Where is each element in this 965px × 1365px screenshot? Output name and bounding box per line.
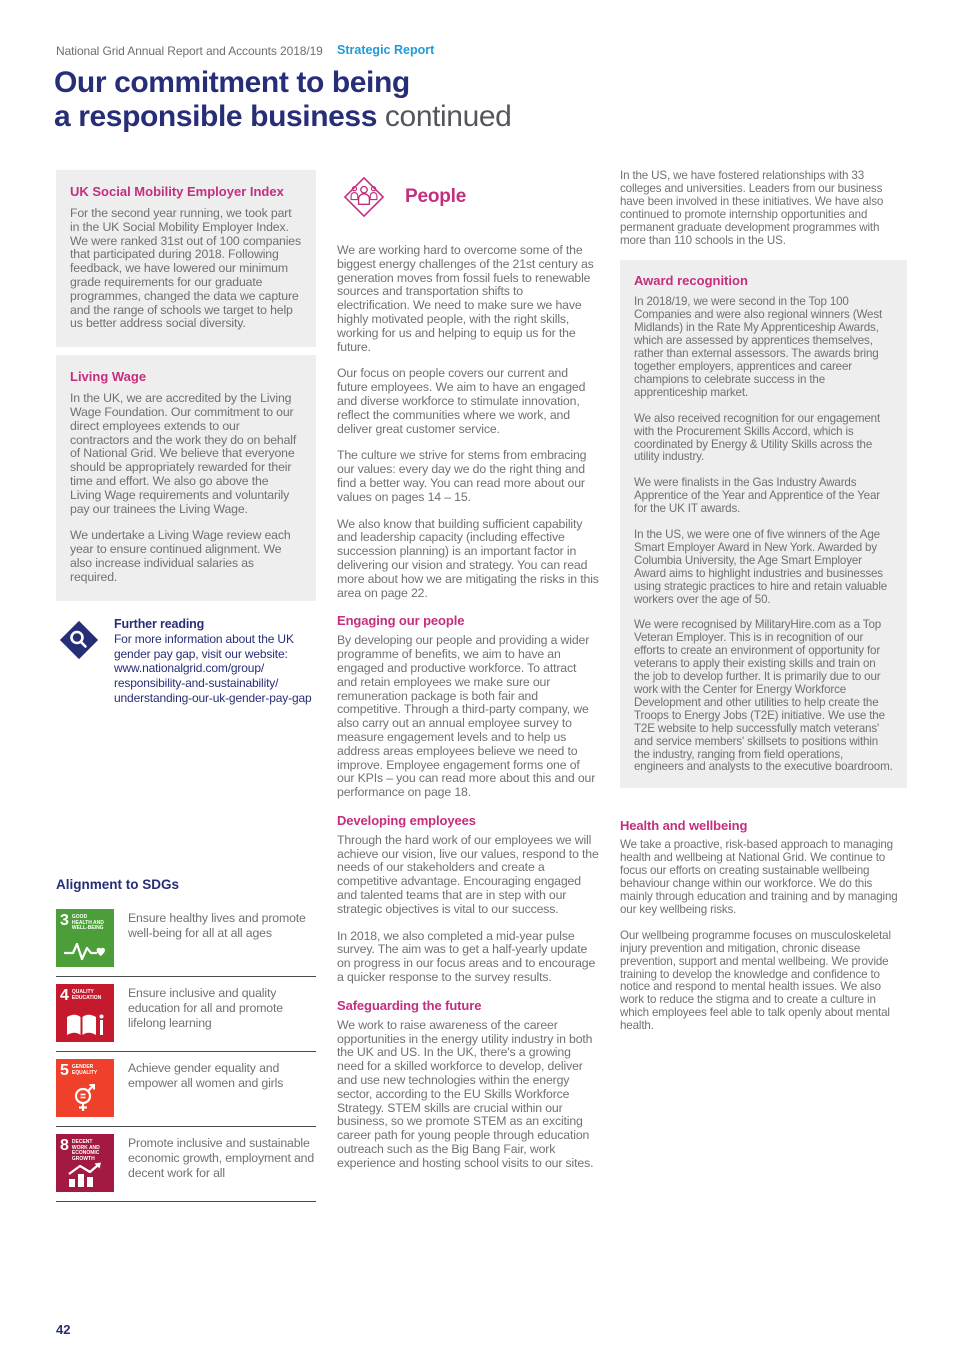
people-icon: [337, 170, 391, 224]
url-line[interactable]: www.nationalgrid.com/group/: [114, 661, 265, 676]
sdg-description: Ensure healthy lives and promote well-being for all at all ages: [128, 911, 306, 941]
url-line[interactable]: responsibility-and-sustainability/: [114, 675, 279, 690]
award-paragraph: We were recognised by MilitaryHire.com as a Top Veteran Employer. This is in recognition of our efforts to create an environment of opportunity for veterans to apply their existing skills and train on the job to develop further. It is primarily due to our work with the Center for Energy Workforce Development and other utilities to help create the Troops to Energy Jobs (T2E) initiative. We use the T2E website to help successfully match veterans' and service members' skillsets to positions within the industry, ranging from field operations, engineers and analysts to the executive boardroom.: [634, 618, 893, 774]
further-reading-text: [114, 617, 316, 706]
growth-chart-icon: [63, 1162, 107, 1188]
award-paragraph: In the US, we were one of five winners of the Age Smart Employer Award in New York. Awarded by Columbia University, the Age Smart Employer Award aims to highlight industries and businesses using strategic practices to hire and retain valuable workers over the age of 50.: [634, 528, 888, 606]
social-mobility-body: For the second year running, we took part in the UK Social Mobility Employer Index. We were ranked 31st out of 100 companies that participated during 2018. Following feedback, we have lowered our minimum grade requirements for our graduate programmes, changed the data we capture and the range of schools we target to help us better address social diversity.: [70, 206, 301, 331]
safeguarding-paragraph: We work to raise awareness of the career opportunities in the energy utility industry in both the UK and US. In the UK, there's a growing need for a skilled workforce to develop, deliver and use new technologies within the energy sector, according to the EU Skills Workforce Strategy. STEM skills are crucial within our business, so we promote STEM as an exciting career path for young people through education outreach such as the Big Bang Fair, work experience and hosting school visits to our sites.: [337, 1017, 594, 1170]
sdg-number: 3: [60, 912, 69, 930]
sdg-item-3: [56, 902, 316, 977]
sdg-description: Achieve gender equality and empower all women and girls: [128, 1061, 284, 1091]
sdg-label: GOOD HEALTH AND WELL-BEING: [71, 914, 104, 932]
book-icon: [63, 1012, 107, 1038]
health-heading: Health and wellbeing: [620, 818, 748, 834]
sdg-label: DECENT WORK AND ECONOMIC GROWTH: [71, 1139, 100, 1162]
section-label: Strategic Report: [337, 43, 435, 57]
safeguarding-heading: Safeguarding the future: [337, 997, 482, 1013]
developing-heading: Developing employees: [337, 812, 476, 828]
developing-paragraph: Through the hard work of our employees we will achieve our vision, live our values, respond to the needs of our stakeholders and create a competitive advantage. Encouraging engaged and talented teams that are in step with our strategic objectives is vital to our success.: [337, 832, 599, 916]
sdg-number: 4: [60, 987, 69, 1005]
heartbeat-icon: [63, 939, 107, 963]
sdg-heading: Alignment to SDGs: [56, 877, 180, 893]
sdg8-decent-work-icon: [56, 1134, 114, 1192]
award-paragraph: We also received recognition for our engagement with the Procurement Skills Accord, which is coordinated by Energy & Utility Skills across the utility industry.: [634, 411, 881, 464]
living-wage-p1: In the UK, we are accredited by the Living Wage Foundation. Our commitment to our direct employees extends to our contractors and the work they do on behalf of National Grid. We believe that everyone should be appropriately rewarded for their time and effort. We also go above the Living Wage requirements and voluntarily pay our trainees the Living Wage.: [70, 391, 297, 516]
content-columns: [56, 170, 908, 1202]
middle-column: [337, 170, 599, 1171]
health-wellbeing-section: [620, 818, 907, 1033]
title-line2: a responsible business: [54, 100, 377, 133]
health-paragraph: We take a proactive, risk-based approach to managing health and wellbeing at National Grid. We continue to focus our efforts on creating sustainable wellbeing behaviour change within our workforce. We do this mainly through education and training and by managing our key wellbeing risks.: [620, 838, 898, 916]
website-link[interactable]: [114, 661, 316, 705]
further-reading: [56, 617, 316, 706]
people-paragraph: We are working hard to overcome some of the biggest energy challenges of the 21st century as generation moves from fossil fuels to renewable sources and transportation shifts to electrification. We need to make sure we have highly motivated people, with the right skills, working for us and helping to equip us for the future.: [337, 243, 594, 354]
developing-paragraph: In 2018, we also completed a mid-year pulse survey. The aim was to get a half-yearly update on progress in our focus areas and to encourage a quicker response to the survey results.: [337, 928, 596, 985]
engaging-heading: Engaging our people: [337, 613, 465, 629]
title-continued: continued: [377, 100, 512, 133]
award-recognition-heading: Award recognition: [634, 273, 748, 289]
gender-symbol-icon: [63, 1083, 107, 1113]
page-number: 42: [56, 1322, 71, 1337]
award-paragraph: In 2018/19, we were second in the Top 100 Companies and were also regional winners (West Midlands) in the Rate My Apprenticeship Awards, which are assessed by apprentices themselves, rather than external assessors. The awards bring together employers, apprentices and career champions to celebrate success in the apprenticeship market.: [634, 295, 883, 399]
us-colleges-paragraph: In the US, we have fostered relationships with 33 colleges and universities. Leaders from our business have been involved in these initiatives. We have also continued to promote internship opportunities and permanent graduate development programmes with more than 110 schools in the US.: [620, 169, 884, 247]
award-recognition-box: [620, 260, 907, 788]
people-paragraph: Our focus on people covers our current and future employees. We aim to have an engaged and diverse workforce to stimulate innovation, reflect the communities where we work, and deliver great customer service.: [337, 366, 586, 436]
people-section-header: [337, 170, 599, 224]
running-head: National Grid Annual Report and Accounts 2018/19: [56, 44, 323, 58]
page-title: [54, 66, 511, 134]
sdg-item-5: [56, 1052, 316, 1127]
left-column: [56, 170, 316, 1202]
engaging-paragraph: By developing our people and providing a wider programme of benefits, we aim to have an engaged and productive workforce. To attract and retain employees we make sure our remuneration package is both fair and competitive. Through a third-party company, we also carry out an annual employee survey to measure engagement levels and to help us address areas employees believe we need to improve. Employee engagement forms one of our KPIs – you can read more about this and our performance on page 18.: [337, 633, 596, 800]
sdg-description: Ensure inclusive and quality education for all and promote lifelong learning: [128, 986, 283, 1031]
sdg-description: Promote inclusive and sustainable economic growth, employment and decent work for all: [128, 1136, 315, 1181]
title-line1: Our commitment to being: [54, 66, 410, 99]
people-paragraph: The culture we strive for stems from embracing our values: every day we do the right thing and find a better way. You can read more about our values on pages 14 – 15.: [337, 448, 587, 504]
sdg-item-8: [56, 1127, 316, 1202]
sdg-label: QUALITY EDUCATION: [71, 989, 102, 1001]
living-wage-p2: We undertake a Living Wage review each year to ensure continued alignment. We also increase individual salaries as required.: [70, 528, 291, 584]
people-title: People: [405, 186, 467, 207]
sdg-label: GENDER EQUALITY: [71, 1064, 98, 1076]
sdg-number: 5: [60, 1062, 69, 1080]
sdg5-gender-equality-icon: [56, 1059, 114, 1117]
living-wage-box: [56, 355, 316, 600]
sdg4-quality-education-icon: [56, 984, 114, 1042]
health-paragraph: Our wellbeing programme focuses on musculoskeletal injury prevention and mitigation, chronic disease prevention, support and mental wellbeing. We provide training to develop the knowledge and confidence to notice and respond to mental health issues. We also work to reduce the stigma and to create a culture in which employees feel able to talk openly about mental health.: [620, 928, 891, 1033]
url-line[interactable]: understanding-our-uk-gender-pay-gap: [114, 690, 312, 705]
social-mobility-heading: UK Social Mobility Employer Index: [70, 184, 284, 199]
sdg3-good-health-icon: [56, 909, 114, 967]
sdg-number: 8: [60, 1137, 69, 1155]
sdg-alignment-section: [56, 877, 316, 1202]
social-mobility-box: [56, 170, 316, 347]
award-paragraph: We were finalists in the Gas Industry Awards Apprentice of the Year and Apprentice of the Year for the UK IT awards.: [634, 476, 880, 516]
further-reading-body: For more information about the UK gender pay gap, visit our website:: [114, 632, 294, 661]
people-paragraph: We also know that building sufficient capability and leadership capacity (including effective succession planning) is an important factor in delivering our vision and strategy. You can read more about how we are mitigating the risks in this area on page 22.: [337, 516, 599, 600]
magnifier-icon: [56, 617, 102, 663]
living-wage-heading: Living Wage: [70, 369, 147, 385]
further-reading-heading: Further reading: [114, 616, 205, 631]
right-column: [620, 170, 907, 1033]
sdg-item-4: [56, 977, 316, 1052]
